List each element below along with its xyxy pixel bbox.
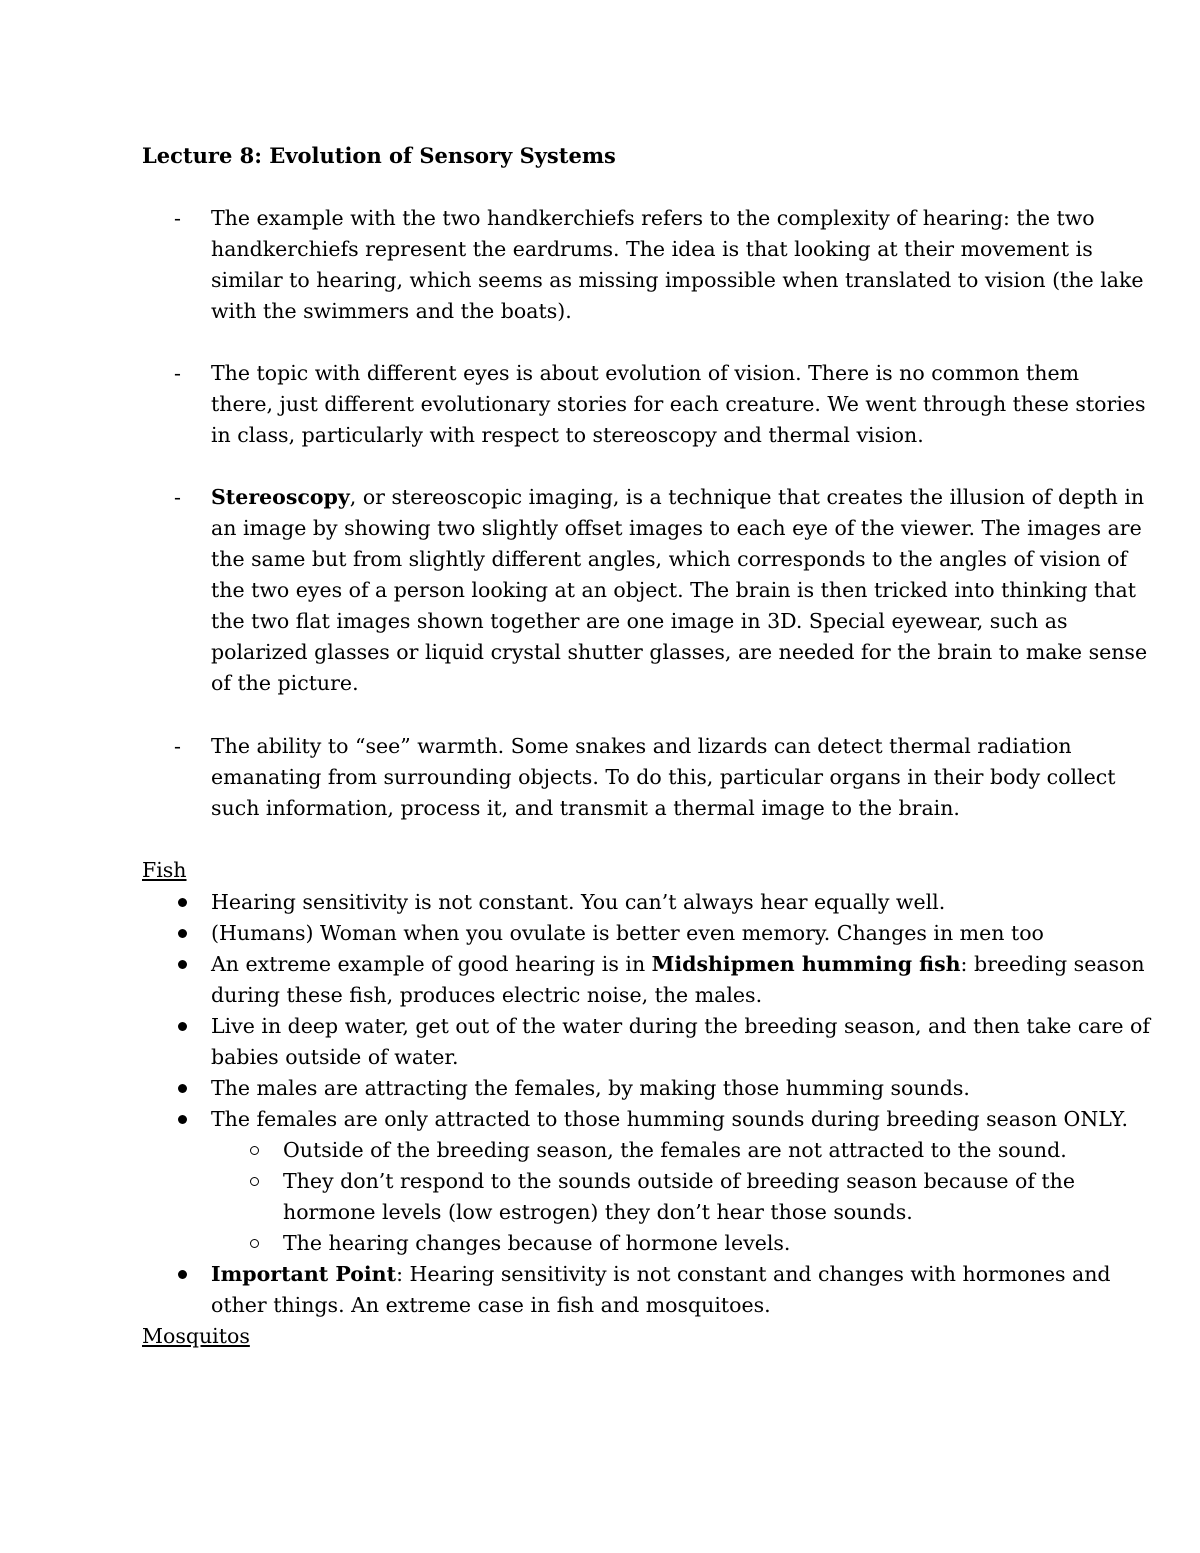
sub-bullet-circle xyxy=(250,1146,259,1155)
list-item: The females are only attracted to those humming sounds during breeding season ONLY. xyxy=(211,1107,1129,1131)
dash-item-line: The example with the two handkerchiefs refers to the complexity of hearing: the two xyxy=(211,206,1095,230)
dash-item-line: The topic with different eyes is about evolution of vision. There is no common them xyxy=(211,361,1080,385)
dash-item-line: The ability to “see” warmth. Some snakes and lizards can detect thermal radiation xyxy=(211,734,1072,758)
list-item-continuation: babies outside of water. xyxy=(211,1045,459,1069)
bullet-dot xyxy=(178,898,187,907)
list-item-text: : breeding season xyxy=(960,952,1145,976)
dash-item-line: the same but from slightly different angles, which corresponds to the angles of vision of xyxy=(211,547,1128,571)
dash-item-line: there, just different evolutionary stories for each creature. We went through these stories xyxy=(211,392,1146,416)
dash-item-text: , or stereoscopic imaging, is a technique that creates the illusion of depth in xyxy=(349,485,1145,509)
bullet-dot xyxy=(178,1022,187,1031)
list-item xyxy=(211,949,1145,980)
list-item: Live in deep water, get out of the water during the breeding season, and then take care of xyxy=(211,1014,1150,1038)
list-item-text: : Hearing sensitivity is not constant and changes with hormones and xyxy=(396,1262,1111,1286)
term-midshipmen: Midshipmen humming fish xyxy=(651,952,961,976)
dash-marker: - xyxy=(174,206,181,230)
dash-item-line: with the swimmers and the boats). xyxy=(211,299,572,323)
dash-item-line: of the picture. xyxy=(211,671,359,695)
list-item-continuation: other things. An extreme case in fish and mosquitoes. xyxy=(211,1293,771,1317)
list-item: The males are attracting the females, by making those humming sounds. xyxy=(211,1076,970,1100)
page-title: Lecture 8: Evolution of Sensory Systems xyxy=(142,143,616,168)
list-item-continuation: during these fish, produces electric noise, the males. xyxy=(211,983,763,1007)
list-item: Hearing sensitivity is not constant. You can’t always hear equally well. xyxy=(211,890,946,914)
bullet-dot xyxy=(178,960,187,969)
bullet-dot xyxy=(178,1115,187,1124)
sub-list-item: Outside of the breeding season, the females are not attracted to the sound. xyxy=(283,1138,1067,1162)
dash-item-line: emanating from surrounding objects. To do this, particular organs in their body collect xyxy=(211,765,1116,789)
dash-item-line: handkerchiefs represent the eardrums. The idea is that looking at their movement is xyxy=(211,237,1093,261)
sub-list-item: They don’t respond to the sounds outside of breeding season because of the xyxy=(283,1169,1076,1193)
term-stereoscopy: Stereoscopy xyxy=(211,485,350,509)
dash-item-first-line xyxy=(211,482,1144,513)
dash-marker: - xyxy=(174,734,181,758)
mosquitos-heading: Mosquitos xyxy=(142,1324,250,1348)
bullet-dot xyxy=(178,929,187,938)
list-item: (Humans) Woman when you ovulate is better even memory. Changes in men too xyxy=(211,921,1044,945)
sub-list-item: The hearing changes because of hormone levels. xyxy=(283,1231,791,1255)
sub-bullet-circle xyxy=(250,1239,259,1248)
fish-heading: Fish xyxy=(142,858,187,882)
dash-marker: - xyxy=(174,361,181,385)
bullet-dot xyxy=(178,1270,187,1279)
dash-item-line: the two flat images shown together are one image in 3D. Special eyewear, such as xyxy=(211,609,1068,633)
dash-marker: - xyxy=(174,485,181,509)
dash-item-line: polarized glasses or liquid crystal shutter glasses, are needed for the brain to make sense xyxy=(211,640,1148,664)
list-item xyxy=(211,1259,1111,1290)
term-important-point: Important Point xyxy=(211,1262,397,1286)
list-item-text: An extreme example of good hearing is in xyxy=(211,952,652,976)
dash-item-line: the two eyes of a person looking at an object. The brain is then tricked into thinking that xyxy=(211,578,1136,602)
sub-list-item-continuation: hormone levels (low estrogen) they don’t hear those sounds. xyxy=(283,1200,913,1224)
dash-item-line: similar to hearing, which seems as missing impossible when translated to vision (the lake xyxy=(211,268,1144,292)
dash-item-line: in class, particularly with respect to stereoscopy and thermal vision. xyxy=(211,423,924,447)
dash-item-line: such information, process it, and transmit a thermal image to the brain. xyxy=(211,796,960,820)
bullet-dot xyxy=(178,1084,187,1093)
sub-bullet-circle xyxy=(250,1177,259,1186)
dash-item-line: an image by showing two slightly offset images to each eye of the viewer. The images are xyxy=(211,516,1142,540)
